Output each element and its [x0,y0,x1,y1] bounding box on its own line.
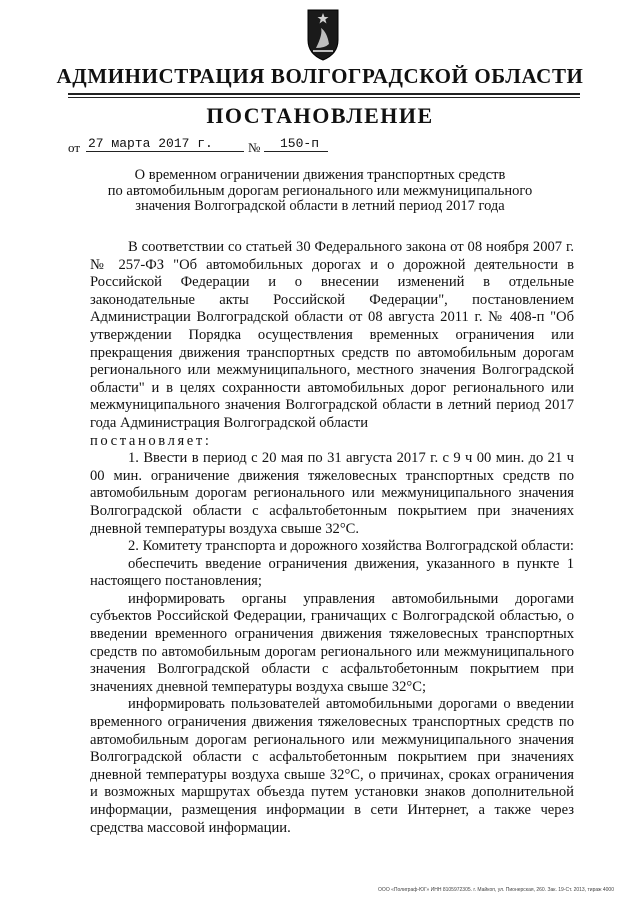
preamble-paragraph: В соответствии со статьей 30 Федерального закона от 08 ноября 2007 г. № 257-ФЗ "Об автомобильных дорогах и о дорожной деятельности в Российской Федерации и о внесении изменений в отдельные законодательные акты Российской Федерации", постановлением Администрации Волгоградской области от 08 августа 2011 г. № 408-п "Об утверждении Порядка осуществления временных ограничения или прекращения движения транспортных средств по автомобильным дорогам регионального или межмуниципального, местного значения Волгоградской области" и в целях сохранности автомобильных дорог регионального или межмуниципального значения Волгоградской области в летний период 2017 года Администрация Волгоградской области [90,239,574,431]
header-rule-thick [68,93,580,95]
document-number: 150-п [280,136,320,151]
number-underline [264,151,328,152]
document-subject [90,168,550,215]
coat-of-arms-icon [305,4,341,62]
date-prefix: от [68,140,81,155]
resolves-text: постановляет: [90,432,212,449]
item-2-point: обеспечить введение ограничения движения, указанного в пункте 1 настоящего постановления; [90,555,574,590]
subject-line: значения Волгоградской области в летний период 2017 года [135,198,505,214]
resolves-word [90,433,574,451]
document-date: 27 марта 2017 г. [88,136,213,151]
subject-line: О временном ограничении движения транспортных средств [134,167,506,183]
document-type: ПОСТАНОВЛЕНИЕ [206,103,434,128]
number-prefix: № [248,140,261,155]
printer-imprint: ООО «Полиграф-ЮГ» ИНН 8105972305. г. Майкоп, ул. Пионерская, 260. Зак. 19-Ст. 2013, тираж 4000 [378,887,614,893]
item-2-point: информировать пользователей автомобильными дорогами о введении временного ограничения движения тяжеловесных транспортных средств по автомобильным дорогам регионального или межмуниципального значения Волгоградской области с асфальтобетонным покрытием при значениях дневной температуры воздуха свыше 32°С, о причинах, сроках ограничения и возможных маршрутах объезда путем установки знаков дополнительной информации, размещения информации в сети Интернет, а также через средства массовой информации. [90,696,574,836]
subject-line: по автомобильным дорогам регионального или межмуниципального [107,182,533,199]
item-2-paragraph: 2. Комитету транспорта и дорожного хозяйства Волгоградской области: [128,538,574,555]
date-underline [86,151,244,152]
header-rule-thin [68,97,580,98]
item-2-point: информировать органы управления автомобильными дорогами субъектов Российской Федерации, граничащих с Волгоградской областью, о введении временного ограничения движения тяжеловесных транспортных средств по автомобильным дорогам регионального или межмуниципального значения Волгоградской области с асфальтобетонным покрытием при значениях дневной температуры воздуха свыше 32°С; [90,590,574,695]
item-1-paragraph: 1. Ввести в период с 20 мая по 31 августа 2017 г. с 9 ч 00 мин. до 21 ч 00 мин. ограничение движения тяжеловесных транспортных средств по автомобильным дорогам регионального или межмуниципального значения Волгоградской области с асфальтобетонным покрытием при значениях дневной температуры воздуха свыше 32°С. [90,450,574,537]
document-body [90,239,574,837]
organization-name: АДМИНИСТРАЦИЯ ВОЛГОГРАДСКОЙ ОБЛАСТИ [56,64,584,88]
date-number-line [68,136,588,158]
